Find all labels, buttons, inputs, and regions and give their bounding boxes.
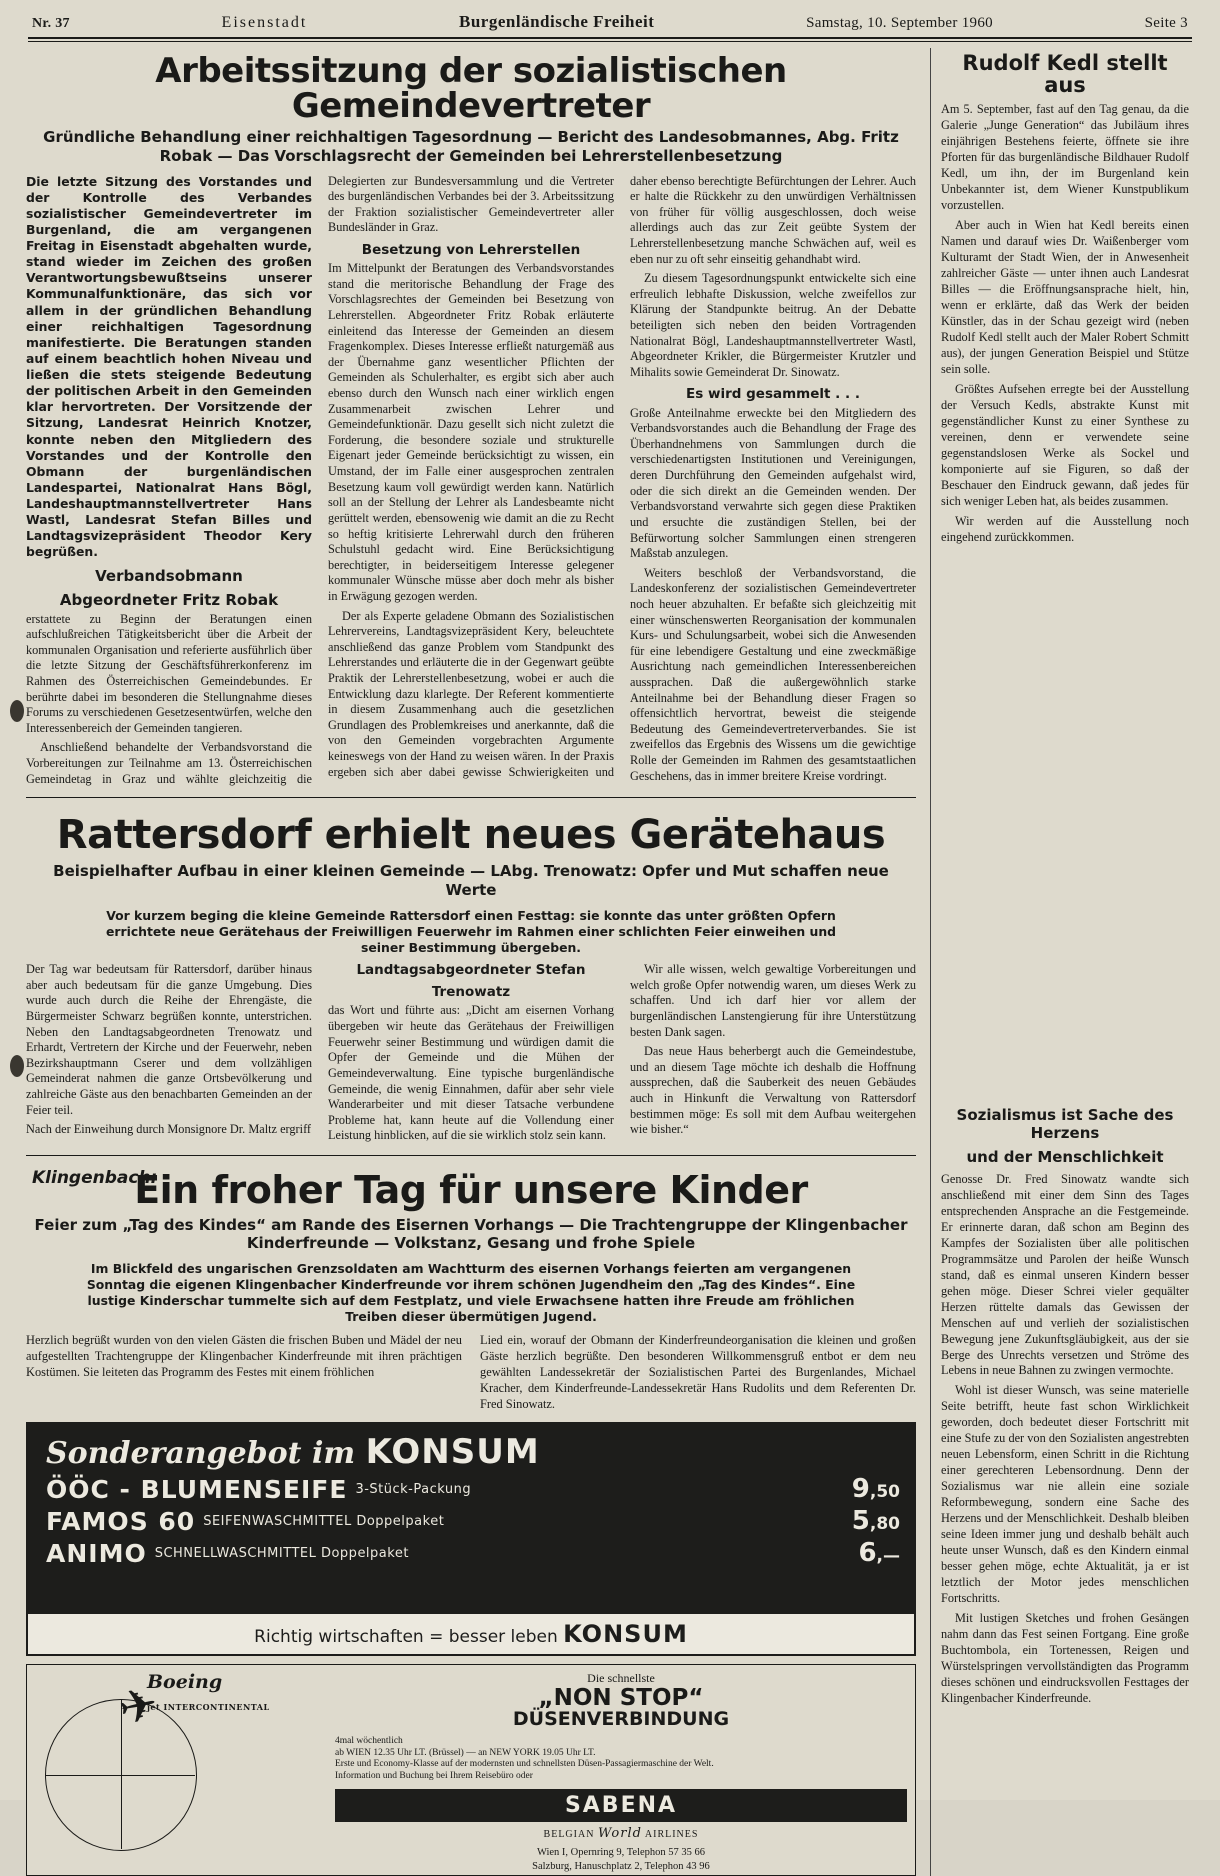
ad-konsum-product-desc: SEIFENWASCHMITTEL Doppelpaket xyxy=(203,1513,445,1529)
article2-subhead: Beispielhafter Aufbau in einer kleinen Gemeinde — LAbg. Trenowatz: Opfer und Mut schaffen neue Werte xyxy=(53,862,889,899)
article1-p4: Der als Experte geladene Obmann des Sozialistischen Lehrervereins, Landtagsvizepräsident Kery, beleuchtete anschließend das ganze Problem vom Standpunkt des Lehrerstandes und erläuterte die in der Gegenwart geübte Praktik der Lehrerstellenbesetzung, wobei er auch die Entwicklung dazu klarlegte. Der Referent kommentierte in diesem Zusammenhang auch die gesetzlichen Grundlagen des Problemkreises und anerkannte, daß die von den Gemeinden vorgebrachten Argumente keineswegs von der Hand zu weisen wären. In der Praxis ergeben sich aber dabei gewisse Schwierigkeiten und daher ebenso berechtigte Befürchtungen der Lehrer. Auch er halte die Rückkehr zu den unwürdigen Verhältnissen von früher für völlig ausgeschlossen, doch weise allerdings auch das zur Zeit geübte System der Lehrerstellenbesetzung manche Schwächen auf, weil es eben nur zu oft sehr einseitig gehandhabt wird. xyxy=(328,173,916,779)
rail1-body xyxy=(941,102,1189,546)
article3-headline: Ein froher Tag für unsere Kinder xyxy=(134,1167,808,1212)
ad-konsum-row xyxy=(28,1472,914,1504)
article2-p1: Der Tag war bedeutsam für Rattersdorf, darüber hinaus aber auch bedeutsam für die ganze Umgebung. Dies wurde auch durch die Reihe der Ehrengäste, die Bürgermeister Schwarz begrüßen konnte, unterstrichen. Neben den Landtagsabgeordneten Trenowatz und Erhardt, Vertretern der Kirche und der Feuerwehr, neben Bezirkshauptmann Cserer und dem vollzähligen Gemeinderat nahmen die ganze Ortsbevölkerung und zahlreiche Gäste aus den benachbarten Gemeinden an der Feier teil. xyxy=(26,962,312,1117)
ad-sabena-sched3: Erste und Economy-Klasse auf der modernsten und schnellsten Düsen-Passagiermaschine der Welt. xyxy=(335,1759,714,1770)
masthead xyxy=(26,8,1194,35)
ad-sabena-text xyxy=(327,1665,915,1875)
ad-sabena-artwork xyxy=(27,1665,327,1875)
article1-headline: Arbeitssitzung der sozialistischen Gemeindevertreter xyxy=(155,51,787,127)
ad-sabena-boeing-sub: jet INTERCONTINENTAL xyxy=(147,1702,270,1713)
rail2-p3: Mit lustigen Sketches und frohen Gesängen nahm dann das Fest seinen Fortgang. Eine große Buchtombola, ein Tortenessen, Reigen und Würstelspringen vervollständigten das Programm dieses schönen und eindrucksvollen Festtages der Klingenbacher Kinderfreunde. xyxy=(941,1611,1189,1706)
masthead-rule-thin xyxy=(28,41,1192,42)
article1-section2-title: Besetzung von Lehrerstellen xyxy=(361,241,581,258)
right-rail xyxy=(930,48,1189,1876)
airplane-icon: ✈ xyxy=(113,1675,163,1737)
ad-konsum[interactable] xyxy=(26,1422,916,1656)
page-number: Seite 3 xyxy=(1144,15,1188,31)
ad-konsum-product-name: ANIMO xyxy=(46,1538,147,1568)
punch-hole xyxy=(10,700,24,722)
rail2-title-line2: und der Menschlichkeit xyxy=(966,1147,1164,1166)
ad-konsum-product-desc: SCHNELLWASCHMITTEL Doppelpaket xyxy=(154,1545,409,1561)
article1-p3: Im Mittelpunkt der Beratungen des Verbandsvorstandes stand die meritorische Behandlung der Frage des Vorschlagsrechtes der Gemeinden bei Besetzung von Lehrerstellen. Abgeordneter Fritz Robak erläuterte einleitend das Interesse der Gemeinden an diesem Fragenkomplex. Dieses Interesse erfließt naturgemäß aus der Übernahme ganz wesentlicher Pflichten der Gemeinden als Schulerhalter, es ergibt sich aber auch ebenso durch den Wunsch nach einer wirklich engen Zusammenarbeit zwischen Lehrer und Gemeindefunktionär. Dazu gesellt sich nicht zuletzt die Forderung, die besondere soziale und strukturelle Eigenart jeder Gemeinde berücksichtigt zu wissen, ein Umstand, der im Falle einer ausgesprochen zentralen Besetzung kaum voll gewürdigt werden kann. Natürlich soll an der Stellung der Lehrer als Landesbeamte nicht gerüttelt werden, ebensowenig wie damit an die zu Recht so heftig kritisierte Lehrerwahl durch den früheren Schulstuhl gedacht wird. Eine Berücksichtigung berechtigter, in beiderseitigem Interesse gelegener kommunaler Wünsche müsse aber doch mehr als bisher in Erwägung gezogen werden. xyxy=(328,261,614,603)
ad-sabena-address xyxy=(335,1846,907,1873)
ad-sabena-boeing: Boeing jet INTERCONTINENTAL xyxy=(147,1671,270,1713)
article1-subhead: Gründliche Behandlung einer reichhaltigen Tagesordnung — Bericht des Landesobmannes, Abg. Fritz Robak — Das Vorschlagsrecht der Gemeinden bei Lehrerstellenbesetzung xyxy=(43,128,899,165)
article3-kicker: Klingenbach: xyxy=(32,1167,158,1188)
ad-sabena-line3: DÜSENVERBINDUNG xyxy=(512,1708,730,1731)
ad-sabena-line2: „NON STOP“ xyxy=(538,1685,704,1712)
rail2-title-line1: Sozialismus ist Sache des Herzens xyxy=(956,1105,1174,1142)
article2-section-line1: Landtagsabgeordneter Stefan xyxy=(356,962,586,979)
article2-p4: Wir alle wissen, welch gewaltige Vorbereitungen und welch große Opfer notwendig waren, um dieses Werk zu schaffen. Und ich darf hier vor allem der burgenländischen Lanstengierung für ihre Unterstützung besten Dank sagen. xyxy=(630,962,916,1039)
rail1-p4: Wir werden auf die Ausstellung noch eingehend zurückkommen. xyxy=(941,513,1189,544)
publication-date: Samstag, 10. September 1960 xyxy=(806,15,993,31)
article1-p2: Anschließend behandelte der Verbandsvorstand die Vorbereitungen zur Teilnahme am 13. Österreichischen Gemeindetag in Graz und wählte gleichzeitig die Delegierten zur Bundesversammlung und die Vertreter des burgenländischen Verbandes bei der 3. Arbeitssitzung der Fraktion sozialistischer Gemeindevertreter aller Bundesländer in Graz. xyxy=(26,173,614,786)
article1-section1-line2: Abgeordneter Fritz Robak xyxy=(59,590,279,609)
rail1-p1: Am 5. September, fast auf den Tag genau, da die Galerie „Junge Generation“ das Jubiläum ihres einjährigen Bestehens feierte, öffnete sie ihre Pforten für das burgenländische Bildhauer Rudolf Kedl, um ihn, der im Burgenland kein Unbekannter ist, dem Wiener Kunstpublikum vorzustellen. xyxy=(941,102,1189,212)
ad-konsum-footer-brand: KONSUM xyxy=(563,1620,688,1649)
ad-sabena-address-vienna: Wien I, Opernring 9, Telephon 57 35 66 xyxy=(536,1847,706,1859)
article1-section3-title: Es wird gesammelt . . . xyxy=(686,386,860,403)
article1-lead: Die letzte Sitzung des Vorstandes und der Kontrolle des Verbandes sozialistischer Gemeindevertreter im Burgenland, die am vergangenen Freitag in Eisenstadt abgehalten wurde, stand wieder im Zeichen des großen Verantwortungsbewußtseins unserer Kommunalfunktionäre, das sich vor allem in der gründlichen Behandlung einer reichhaltigen Tagesordnung manifestierte. Die Beratungen standen auf einem beachtlich hohen Niveau und ließen die stets steigende Bedeutung der politischen Arbeit in den Gemeinden klar hervortreten. Der Vorsitzende der Sitzung, Landesrat Heinrich Knotzer, konnte neben den Mitgliedern des Vorstandes und der Kontrolle den Obmann der burgenländischen Landespartei, Nationalrat Hans Bögl, Landeshauptmannstellvertreter Hans Wastl, Landesrat Stefan Billes und Landtagsvizepräsident Theodor Kery begrüßen. xyxy=(26,173,312,560)
article2-lead: Vor kurzem beging die kleine Gemeinde Rattersdorf einen Festtag: sie konnte das unter größten Opfern errichtete neue Gerätehaus der Freiwilligen Feuerwehr im Rahmen einer schlichten Feier einweihen und seiner Bestimmung übergeben. xyxy=(105,907,837,955)
ad-konsum-price: 9,50 xyxy=(851,1474,900,1505)
article2-p2: Nach der Einweihung durch Monsignore Dr. Maltz ergriff xyxy=(26,1122,312,1137)
rail2-p1: Genosse Dr. Fred Sinowatz wandte sich anschließend mit einer dem Sinn des Tages entsprechenden Ansprache an die Festgemeinde. Er erinnerte daran, daß schon am Beginn des Kampfes der Sozialisten über alle politischen Programmsätze und Parolen der heiße Wunsch stand, daß es einmal unseren Kindern besser gehen möge. Dieser Schrei vieler gequälter Herzen rüttelte damals das Gewissen der Menschen auf und verlieh der sozialistischen Bewegung jene Zukunftsgläubigkeit, aus der sie Berge des Unrechts versetzen und Ströme des Lebens in neue Bahnen zu zwingen vermochte. xyxy=(941,1171,1189,1378)
article2 xyxy=(26,797,916,1144)
rail1-title: Rudolf Kedl stellt aus xyxy=(962,51,1168,98)
ad-sabena[interactable] xyxy=(26,1664,916,1876)
punch-hole xyxy=(10,1055,24,1077)
ad-konsum-row xyxy=(28,1504,914,1536)
ad-konsum-footer xyxy=(28,1614,914,1654)
article1-p5: Zu diesem Tagesordnungspunkt entwickelte sich eine erfreulich lebhafte Diskussion, welche zweifellos zur Klärung der Standpunkte beitrug. An der Debatte beteiligten sich neben den beiden Vortragenden Nationalrat Bögl, Landeshauptmannstellvertreter Wastl, Abgeordneter Krikler, die Bürgermeister Krutzler und Mihalits sowie Gemeinderat Dr. Sinowatz. xyxy=(630,271,916,379)
article1-body xyxy=(26,174,916,788)
rail2-p2: Wohl ist dieser Wunsch, was seine materielle Seite betrifft, heute fast schon Wirklichkeit geworden, doch bedeutet dieser Fortschritt mit eine Stufe zu der von den Sozialisten angestrebten neuen Lebensform, einen Schritt in die Richtung einer gerechteren Lebensordnung. Denn der Sozialismus war nie allein eine soziale Reformbewegung, sondern eine Sache des Herzens und der Menschlichkeit. Deshalb bleiben seine Ideen immer jung und deshalb behält auch heute unser Wunsch, daß es den Kindern einmal besser gehen möge, echte Aktualität, ja er ist letztlich der Motor jedes menschlichen Fortschritts. xyxy=(941,1383,1189,1606)
article2-p3: das Wort und führte aus: „Dicht am eisernen Vorhang übergeben wir heute das Gerätehaus der Freiwilligen Feuerwehr seiner Bestimmung und würdigen damit die Opfer der Gemeinde und die Mühen der Gemeindeverwaltung. Eine typische burgenländische Gemeinde, die wenig Einnahmen, dafür aber sehr viele Wanderarbeiter und mit dieser Tatsache verbundene Probleme hat, kann heute auf die Vollendung einer Leistung hinblicken, auf die sie wirklich stolz sein kann. xyxy=(328,1003,614,1143)
article3-p1: Herzlich begrüßt wurden von den vielen Gästen die frischen Buben und Mädel der neu aufgestellten Trachtengruppe der Klingenbacher Kinderfreunde mit ihren prächtigen Kostümen. Sie leiteten das Programm des Festes mit einem fröhlichen xyxy=(26,1332,462,1379)
ad-sabena-address-salzburg: Salzburg, Hanuschplatz 2, Telephon 43 96 xyxy=(532,1860,710,1872)
ad-konsum-row xyxy=(28,1536,914,1568)
article3-p2: Lied ein, worauf der Obmann der Kinderfreundeorganisation die kleinen und großen Gäste herzlich begrüßte. Den besonderen Willkommensgruß entbot er dem neu gewählten Landessekretär der Sozialistischen Partei des Burgenlandes, Michael Kracher, dem Kinderfreunde-Landessekretär Hans Rudolits und dem Referenten Dr. Fred Sinowatz. xyxy=(480,1332,916,1412)
article3-body xyxy=(26,1332,916,1413)
article1-p6: Große Anteilnahme erweckte bei den Mitgliedern des Verbandsvorstandes auch die Behandlung der Frage des Überhandnehmens von Sammlungen durch die verschiedenartigsten Institutionen und Vereinigungen, deren Durchführung den Gemeinden aufgehalst wird, oder die sich direkt an die Gemeinden wenden. Der Verbandsvorstand verwahrte sich gegen diese Praktiken und ersuchte die zuständigen Stellen, bei der Befürwortung solcher Sammlungen einen strengeren Maßstab anzulegen. xyxy=(630,405,916,561)
article3-subhead: Feier zum „Tag des Kindes“ am Rande des Eisernen Vorhangs — Die Trachtengruppe der Klingenbacher Kinderfreunde — Volkstanz, Gesang und frohe Spiele xyxy=(34,1215,908,1253)
ad-konsum-slogan: Richtig wirtschaften = besser leben xyxy=(254,1627,558,1648)
ad-sabena-sched1: 4mal wöchentlich xyxy=(335,1736,403,1747)
article2-headline: Rattersdorf erhielt neues Gerätehaus xyxy=(56,812,886,859)
rail2-body xyxy=(941,1172,1189,1707)
issue-number: Nr. 37 xyxy=(32,16,70,31)
ad-konsum-title-italic: Sonderangebot im xyxy=(46,1436,356,1472)
ad-sabena-schedule xyxy=(335,1736,907,1782)
ad-konsum-title xyxy=(28,1424,914,1472)
article3 xyxy=(26,1155,916,1413)
article2-section-line2: Trenowatz xyxy=(431,984,511,1001)
ad-konsum-product-name: FAMOS 60 xyxy=(46,1506,196,1536)
article2-p5: Das neue Haus beherbergt auch die Gemeindestube, und an diesem Tage möchte ich deshalb die Hoffnung aussprechen, daß die Sauberkeit des neuen Gebäudes auch in Hinkunft die Verwaltung von Rattersdorf bestimmen möge: Es soll mit dem Aufbau weitergehen wie bisher.“ xyxy=(630,1044,916,1137)
ad-konsum-price: 6,— xyxy=(858,1538,900,1569)
ad-konsum-brand: KONSUM xyxy=(365,1432,540,1473)
masthead-city: Eisenstadt xyxy=(221,14,308,31)
ad-sabena-line1: Die schnellste xyxy=(587,1671,655,1686)
ad-konsum-product-name: ÖÖC - BLUMENSEIFE xyxy=(46,1474,348,1504)
article1-p7: Weiters beschloß der Verbandsvorstand, die Landeskonferenz der sozialistischen Gemeindevertreter noch heuer abzuhalten. Er befaßte sich gleichzeitig mit einer wünschenswerten Reorganisation der kommunalen Kurs- und Schulungsarbeit, wobei sich die Anwesenden für eine lebendigere Gestaltung und eine zweckmäßige Ausrichtung nach gemeindlichen Interessenbereichen aussprachen. Daß die außergewöhnlich starke Anteilnahme bei der Behandlung dieser Fragen so offensichtlich hervortrat, beweist die steigende Bedeutung des Gemeindevertreterverbandes. Sie ist zweifellos das Ergebnis des Wissens um die gewichtige Rolle der Gemeinden im Rahmen des gesamtstaatlichen Geschehens, das in immer breitere Kreise vordringt. xyxy=(630,565,916,783)
ad-konsum-price: 5,80 xyxy=(851,1506,900,1537)
ad-sabena-sched4: Information und Buchung bei Ihrem Reisebüro oder xyxy=(335,1770,533,1781)
ad-sabena-belgian: BELGIAN World AIRLINES xyxy=(543,1826,699,1842)
sabena-logo: SABENA xyxy=(335,1789,907,1823)
article3-lead: Im Blickfeld des ungarischen Grenzsoldaten am Wachtturm des eisernen Vorhangs feierten am vergangenen Sonntag die eigenen Klingenbacher Kinderfreunde vor ihrem schönen Jugendheim den „Tag des Kindes“. Eine lustige Kinderschar tummelte sich auf dem Festplatz, und viele Erwachsene hatten ihre Freude am fröhlichen Treiben dieser übermütigen Jugend. xyxy=(86,1261,856,1325)
rail1-p2: Aber auch in Wien hat Kedl bereits einen Namen und darauf wies Dr. Waißenberger vom Kulturamt der Stadt Wien, der in Anwesenheit zahlreicher Gäste — unter ihnen auch Landesrat Billes — die Eröffnungsansprache hielt, hin, wenn er erklärte, daß das Werk der beiden Künstler, das in der Schau gezeigt wird (neben Rudolf Kedl stellt auch der Maler Robert Schmitt aus), der jungen Generation Beispiel und Stütze sein solle. xyxy=(941,217,1189,376)
article1-p1: erstattete zu Beginn der Beratungen einen aufschlußreichen Tätigkeitsbericht über die Arbeit der kommunalen Organisation und referierte ausführlich über die letzte Sitzung der Geschäftsführerkonferenz im Rahmen des Österreichischen Gemeindebundes. Er berührte dabei im besonderen die Stellungnahme dieses Forums zu verschiedenen Gesetzesentwürfen, welche den Interessenbereich der Gemeinden tangieren. xyxy=(26,611,312,735)
ad-sabena-sched2: ab WIEN 12.35 Uhr LT. (Brüssel) — an NEW YORK 19.05 Uhr LT. xyxy=(335,1747,596,1758)
article2-body xyxy=(26,962,916,1144)
rail1-p3: Größtes Aufsehen erregte bei der Ausstellung der Versuch Kedls, abstrakte Kunst mit gegenständlicher Kunst zu einer Synthese zu vereinen, denn er verwendete seine gegenstandslosen Werke als Sockel und komponierte auf sie Figuren, so daß der Beschauer den Eindruck gewann, daß jedes für sich weniger Leben hat, als beides zusammen. xyxy=(941,381,1189,508)
masthead-rule xyxy=(28,37,1192,39)
paper-title: Burgenländische Freiheit xyxy=(459,12,655,31)
main-column xyxy=(26,48,916,1876)
article1-section1-line1: Verbandsobmann xyxy=(95,566,243,585)
ad-konsum-product-desc: 3-Stück-Packung xyxy=(355,1481,472,1497)
